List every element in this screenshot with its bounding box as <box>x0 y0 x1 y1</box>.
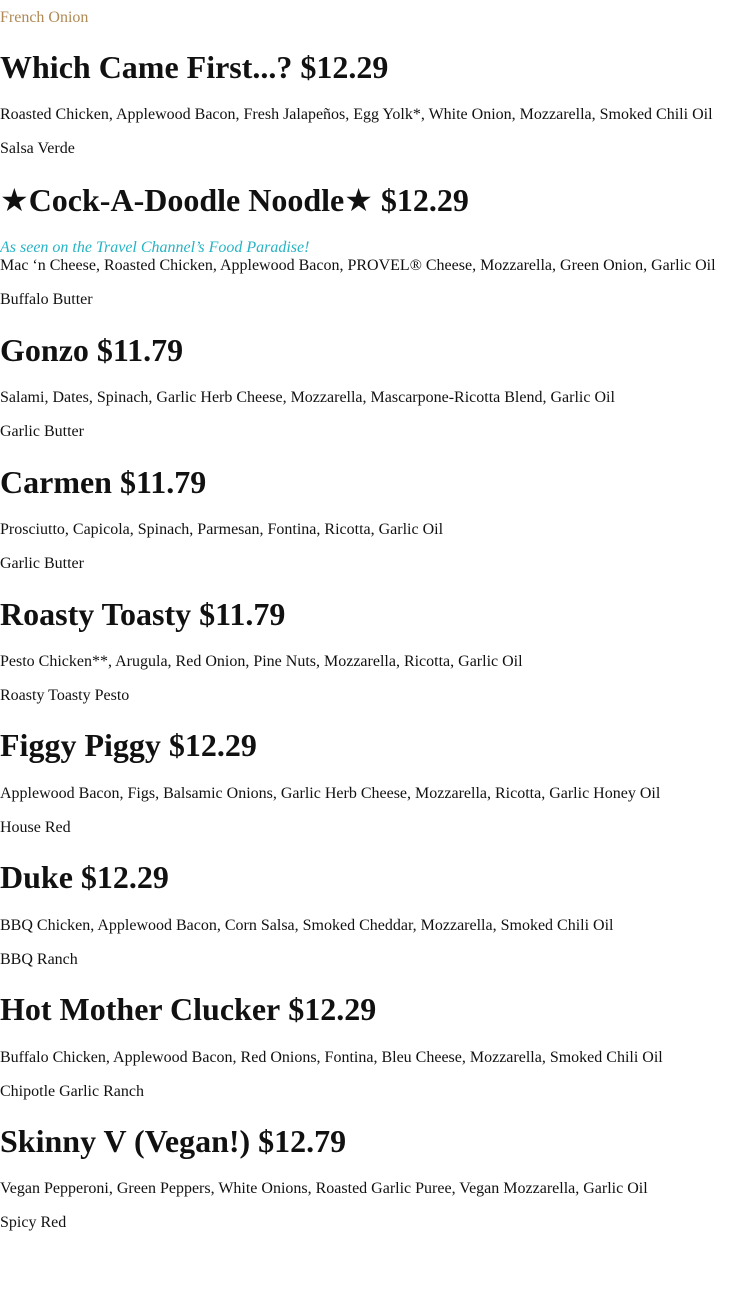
item-price: $12.79 <box>258 1123 347 1159</box>
item-price: $11.79 <box>96 332 184 368</box>
item-title <box>0 464 206 500</box>
star-icon: ★ <box>0 182 29 218</box>
item-name: Carmen <box>0 464 112 500</box>
item-sauce: Salsa Verde <box>0 140 75 157</box>
item-name: Cock-A-Doodle Noodle <box>28 182 345 218</box>
item-sauce: Roasty Toasty Pesto <box>0 687 130 704</box>
item-sauce: Chipotle Garlic Ranch <box>0 1083 144 1100</box>
item-sauce: Garlic Butter <box>0 555 84 572</box>
item-ingredients: Roasted Chicken, Applewood Bacon, Fresh Jalapeños, Egg Yolk*, White Onion, Mozzarella, Smoked Chili Oil <box>0 106 713 123</box>
item-price: $12.29 <box>300 49 389 85</box>
item-name: Figgy Piggy <box>0 727 161 763</box>
item-name: Hot Mother Clucker <box>0 991 281 1027</box>
item-ingredients: Prosciutto, Capicola, Spinach, Parmesan, Fontina, Ricotta, Garlic Oil <box>0 521 444 538</box>
item-title <box>0 1123 346 1159</box>
item-price: $11.79 <box>119 464 207 500</box>
item-ingredients: Vegan Pepperoni, Green Peppers, White Onions, Roasted Garlic Puree, Vegan Mozzarella, Garlic Oil <box>0 1180 648 1197</box>
item-name: Skinny V (Vegan!) <box>0 1123 251 1159</box>
star-icon: ★ <box>344 182 373 218</box>
item-title <box>0 49 388 85</box>
item-sauce: Buffalo Butter <box>0 291 93 308</box>
item-ingredients: Buffalo Chicken, Applewood Bacon, Red Onions, Fontina, Bleu Cheese, Mozzarella, Smoked Chili Oil <box>0 1049 663 1066</box>
item-title <box>0 332 183 368</box>
item-price: $12.29 <box>80 859 169 895</box>
item-title <box>0 727 257 763</box>
item-ingredients: Salami, Dates, Spinach, Garlic Herb Cheese, Mozzarella, Mascarpone-Ricotta Blend, Garlic Oil <box>0 389 615 406</box>
item-title <box>0 991 376 1027</box>
item-title <box>0 859 169 895</box>
item-name: Roasty Toasty <box>0 596 192 632</box>
item-price: $12.29 <box>380 182 469 218</box>
item-ingredients: BBQ Chicken, Applewood Bacon, Corn Salsa, Smoked Cheddar, Mozzarella, Smoked Chili Oil <box>0 917 614 934</box>
sauce-label: French Onion <box>0 9 89 26</box>
item-price: $12.29 <box>288 991 377 1027</box>
item-name: Which Came First...? <box>0 49 293 85</box>
item-ingredients: Pesto Chicken**, Arugula, Red Onion, Pine Nuts, Mozzarella, Ricotta, Garlic Oil <box>0 653 523 670</box>
item-ingredients: Mac ‘n Cheese, Roasted Chicken, Applewood Bacon, PROVEL® Cheese, Mozzarella, Green Onion, Garlic Oil <box>0 257 716 274</box>
item-note: As seen on the Travel Channel’s Food Paradise! <box>0 239 310 256</box>
item-title <box>0 596 285 632</box>
item-title <box>0 182 469 218</box>
item-sauce: BBQ Ranch <box>0 951 78 968</box>
item-name: Duke <box>0 859 73 895</box>
item-sauce: Garlic Butter <box>0 423 84 440</box>
item-ingredients: Applewood Bacon, Figs, Balsamic Onions, Garlic Herb Cheese, Mozzarella, Ricotta, Garlic Honey Oil <box>0 785 661 802</box>
item-name: Gonzo <box>0 332 89 368</box>
item-sauce: Spicy Red <box>0 1214 67 1231</box>
item-price: $12.29 <box>168 727 257 763</box>
item-sauce: House Red <box>0 819 71 836</box>
item-price: $11.79 <box>199 596 286 632</box>
